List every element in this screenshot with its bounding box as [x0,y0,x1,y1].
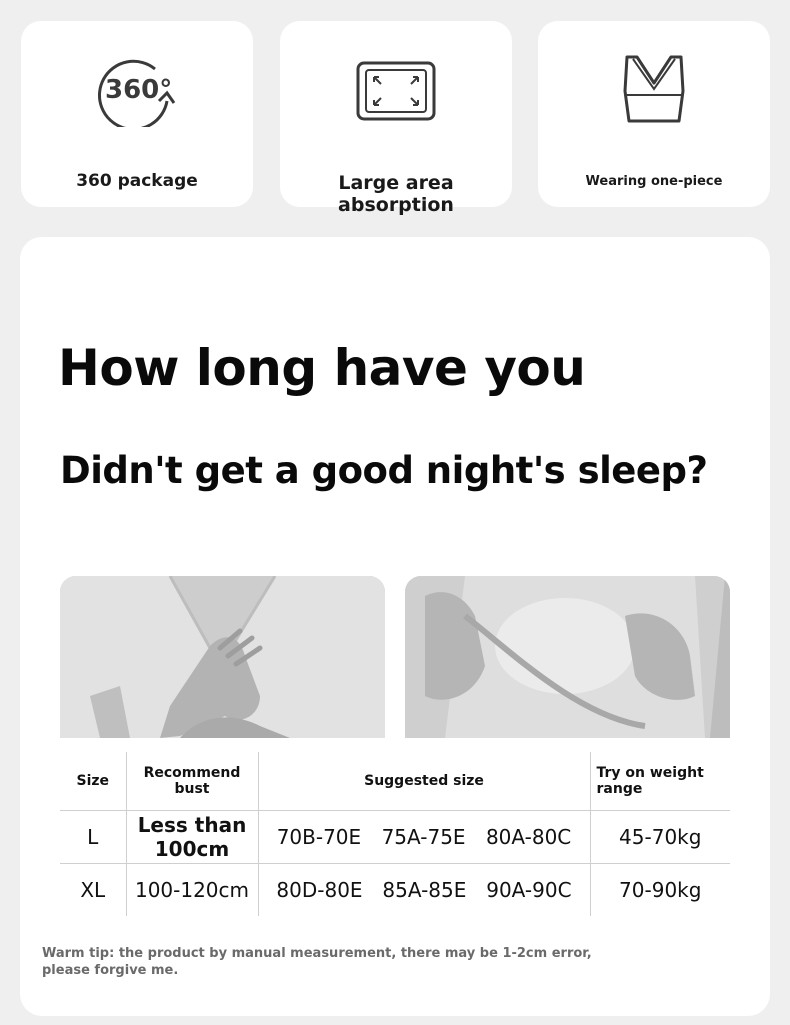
suggested-size: 70B-70E [276,825,362,849]
headline-line2: Didn't get a good night's sleep? [60,449,708,492]
column-header-size: Size [60,752,126,811]
size-cell: L [60,811,126,864]
suggested-size: 90A-90C [486,878,572,902]
hands-on-chest-photo [60,576,385,738]
suggested-size: 80D-80E [276,878,363,902]
size-cell: XL [80,878,106,902]
weight-cell: 45-70kg [590,811,730,864]
size-table [60,752,730,916]
weight-cell: 70-90kg [590,864,730,917]
bust-cell: Less than 100cm [126,811,258,864]
feature-label: Wearing one-piece [585,174,723,189]
suggested-size: 85A-85E [382,878,467,902]
column-header-bust: Recommend bust [126,752,258,811]
suggested-size: 75A-75E [381,825,466,849]
vest-icon [538,51,770,127]
feature-label: 360 package [76,171,198,191]
feature-card-360 [21,21,253,207]
table-row [60,864,730,917]
expand-area-icon [280,51,512,127]
headline-line1: How long have you [58,339,586,397]
feature-card-absorption [280,21,512,216]
table-header-row [60,752,730,811]
360-rotation-icon [21,51,253,127]
suggested-cell [258,864,590,917]
suggested-size: 80A-80C [485,825,572,849]
svg-text:360°: 360° [105,75,173,105]
adjusting-strap-photo [405,576,730,738]
warm-tip-text: Warm tip: the product by manual measurement, there may be 1-2cm error, please forgive me. [42,946,592,978]
feature-label: Large area absorption [338,172,454,216]
bust-cell: 100-120cm [126,864,258,917]
column-header-weight: Try on weight range [590,752,730,811]
feature-card-one-piece [538,21,770,207]
suggested-cell [258,811,590,864]
table-row [60,811,730,864]
column-header-suggested: Suggested size [258,752,590,811]
main-panel [20,237,770,1016]
